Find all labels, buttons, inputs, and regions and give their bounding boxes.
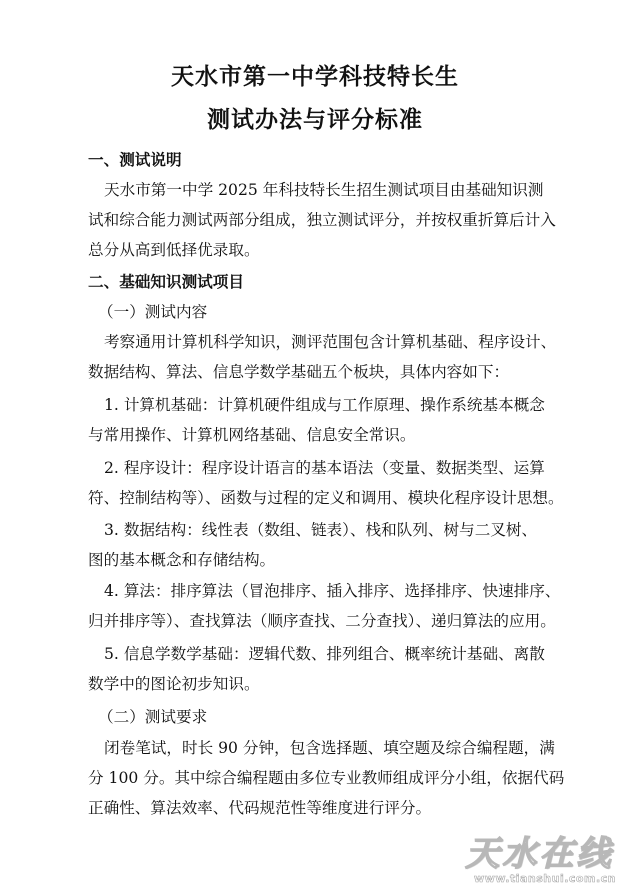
- item2-line1: 2. 程序设计：程序设计语言的基本语法（变量、数据类型、运算: [104, 459, 545, 477]
- document-title-line1: 天水市第一中学科技特长生: [171, 63, 459, 90]
- section1-paragraph-line3: 总分从高到低择优录取。: [88, 241, 260, 259]
- watermark-url: www.tianshui.com.cn: [474, 872, 616, 885]
- intro-line1: 考察通用计算机科学知识，测评范围包含计算机基础、程序设计、: [104, 333, 557, 351]
- item3-line1: 3. 数据结构：线性表（数组、链表）、栈和队列、树与二叉树、: [104, 521, 538, 539]
- item1-line2: 与常用操作、计算机网络基础、信息安全常识。: [88, 426, 416, 444]
- item4-line2: 归并排序等）、查找算法（顺序查找、二分查找）、递归算法的应用。: [88, 612, 556, 630]
- item5-line1: 5. 信息学数学基础：逻辑代数、排列组合、概率统计基础、离散: [104, 645, 545, 663]
- section2-heading: 二、基础知识测试项目: [88, 273, 244, 291]
- section1-heading: 一、测试说明: [88, 151, 182, 169]
- item4-line1: 4. 算法：排序算法（冒泡排序、插入排序、选择排序、快速排序、: [104, 582, 561, 600]
- requirements-line2: 分 100 分。其中综合编程题由多位专业教师组成评分小组，依据代码: [88, 769, 565, 787]
- requirements-line1: 闭卷笔试，时长 90 分钟，包含选择题、填空题及综合编程题，满: [104, 739, 555, 757]
- subsection2-heading: （二）测试要求: [98, 708, 208, 726]
- requirements-line3: 正确性、算法效率、代码规范性等维度进行评分。: [88, 799, 432, 817]
- intro-line2: 数据结构、算法、信息学数学基础五个板块，具体内容如下：: [88, 363, 510, 381]
- subsection1-heading: （一）测试内容: [98, 303, 208, 321]
- site-watermark: [452, 826, 627, 888]
- watermark-logo: 天水在线: [465, 834, 614, 874]
- section1-paragraph-line1: 天水市第一中学 2025 年科技特长生招生测试项目由基础知识测: [104, 181, 544, 199]
- item2-line2: 符、控制结构等）、函数与过程的定义和调用、模块化程序设计思想。: [88, 489, 564, 507]
- item5-line2: 数学中的图论初步知识。: [88, 675, 260, 693]
- item3-line2: 图的基本概念和存储结构。: [88, 551, 276, 569]
- section1-paragraph-line2: 试和综合能力测试两部分组成，独立测试评分，并按权重折算后计入: [88, 211, 556, 229]
- document-title-line2: 测试办法与评分标准: [207, 106, 423, 133]
- item1-line1: 1. 计算机基础：计算机硬件组成与工作原理、操作系统基本概念: [104, 396, 545, 414]
